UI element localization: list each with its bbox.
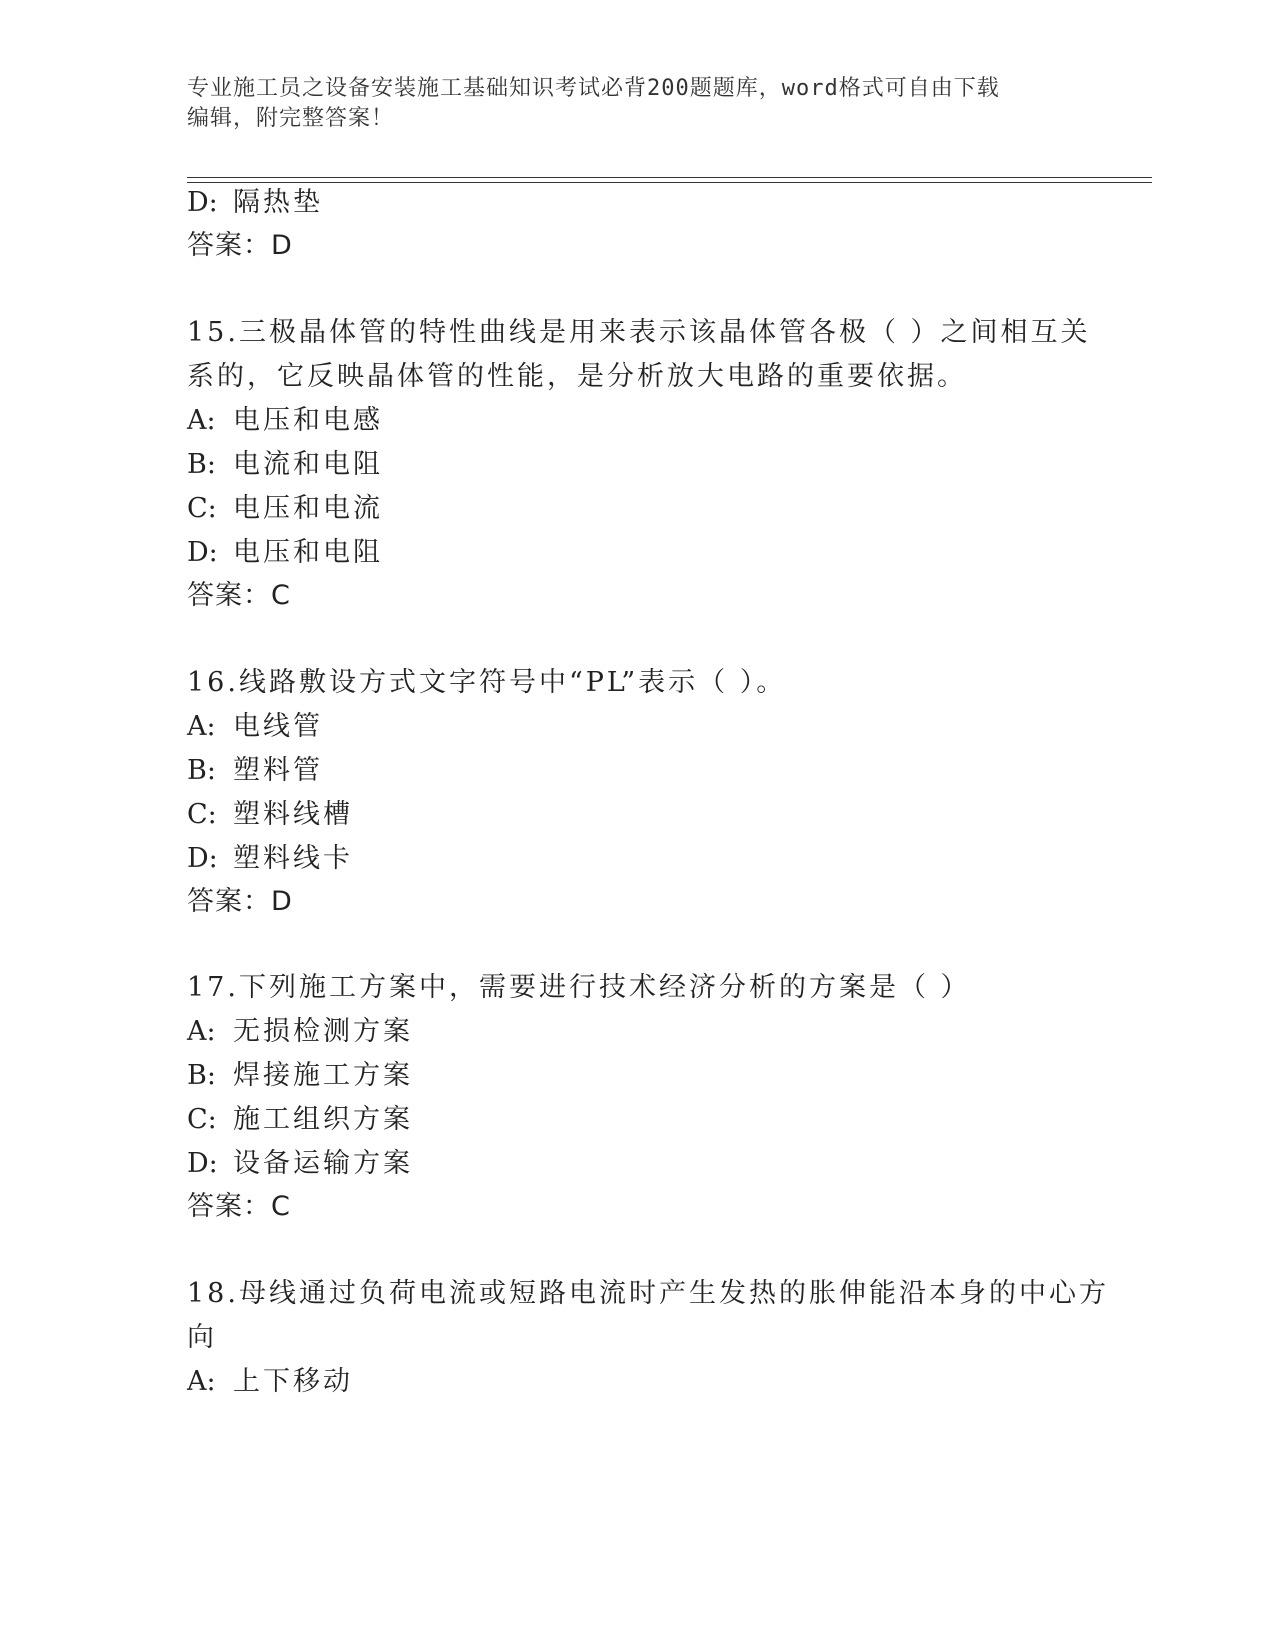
document-header	[187, 74, 1067, 134]
question-16-answer: 答案：D	[187, 886, 293, 917]
question-17-option-a	[187, 1014, 413, 1050]
option-letter: D:	[187, 1148, 218, 1179]
option-text: 电压和电感	[233, 405, 383, 436]
option-text: 塑料线槽	[233, 799, 353, 830]
option-letter: B:	[187, 1060, 216, 1091]
option-text: 焊接施工方案	[233, 1060, 413, 1091]
question-15-option-c	[187, 491, 383, 527]
option-text: 隔热垫	[233, 187, 323, 218]
header-divider-bottom	[187, 182, 1152, 183]
option-text: 上下移动	[233, 1366, 353, 1397]
question-18-option-a	[187, 1364, 353, 1400]
option-letter: A:	[187, 405, 216, 436]
option-letter: A:	[187, 1366, 216, 1397]
option-letter: A:	[187, 711, 216, 742]
question-15-option-a	[187, 403, 383, 439]
option-letter: C:	[187, 799, 217, 830]
question-16-option-d	[187, 841, 353, 877]
option-letter: D:	[187, 843, 218, 874]
question-17-option-c	[187, 1102, 413, 1138]
option-letter: D:	[187, 537, 218, 568]
option-text: 电流和电阻	[233, 449, 383, 480]
option-text: 施工组织方案	[233, 1104, 413, 1135]
option-text: 无损检测方案	[233, 1016, 413, 1047]
header-line-2: 编辑，附完整答案！	[187, 106, 395, 131]
option-d	[187, 185, 323, 221]
option-letter: C:	[187, 493, 217, 524]
option-letter: A:	[187, 1016, 216, 1047]
option-text: 塑料管	[233, 755, 323, 786]
option-letter: B:	[187, 755, 216, 786]
question-18-text-line-2: 向	[187, 1322, 217, 1353]
question-15-answer: 答案：C	[187, 580, 291, 611]
answer-line: 答案：D	[187, 230, 293, 261]
question-17-option-b	[187, 1058, 413, 1094]
option-text: 塑料线卡	[233, 843, 353, 874]
question-17-text: 17.下列施工方案中，需要进行技术经济分析的方案是（ ）	[187, 972, 971, 1003]
option-text: 电线管	[233, 711, 323, 742]
question-16-text: 16.线路敷设方式文字符号中“PL”表示（ ）。	[187, 667, 787, 698]
question-18-text-line-1: 18.母线通过负荷电流或短路电流时产生发热的胀伸能沿本身的中心方	[187, 1278, 1109, 1309]
option-letter: B:	[187, 449, 216, 480]
question-15-option-b	[187, 447, 383, 483]
question-16-option-c	[187, 797, 353, 833]
question-17-answer: 答案：C	[187, 1191, 291, 1222]
option-letter: D:	[187, 187, 218, 218]
question-17-option-d	[187, 1146, 413, 1182]
option-letter: C:	[187, 1104, 217, 1135]
header-line-1: 专业施工员之设备安装施工基础知识考试必背200题题库，word格式可自由下载	[187, 76, 1000, 101]
question-15-option-d	[187, 535, 383, 571]
option-text: 电压和电阻	[233, 537, 383, 568]
question-15-text-line-2: 系的，它反映晶体管的性能，是分析放大电路的重要依据。	[187, 361, 967, 392]
question-15-text-line-1: 15.三极晶体管的特性曲线是用来表示该晶体管各极（ ）之间相互关	[187, 317, 1091, 348]
option-text: 电压和电流	[233, 493, 383, 524]
header-divider-top	[187, 177, 1152, 178]
option-text: 设备运输方案	[233, 1148, 413, 1179]
question-16-option-b	[187, 753, 323, 789]
question-16-option-a	[187, 709, 323, 745]
